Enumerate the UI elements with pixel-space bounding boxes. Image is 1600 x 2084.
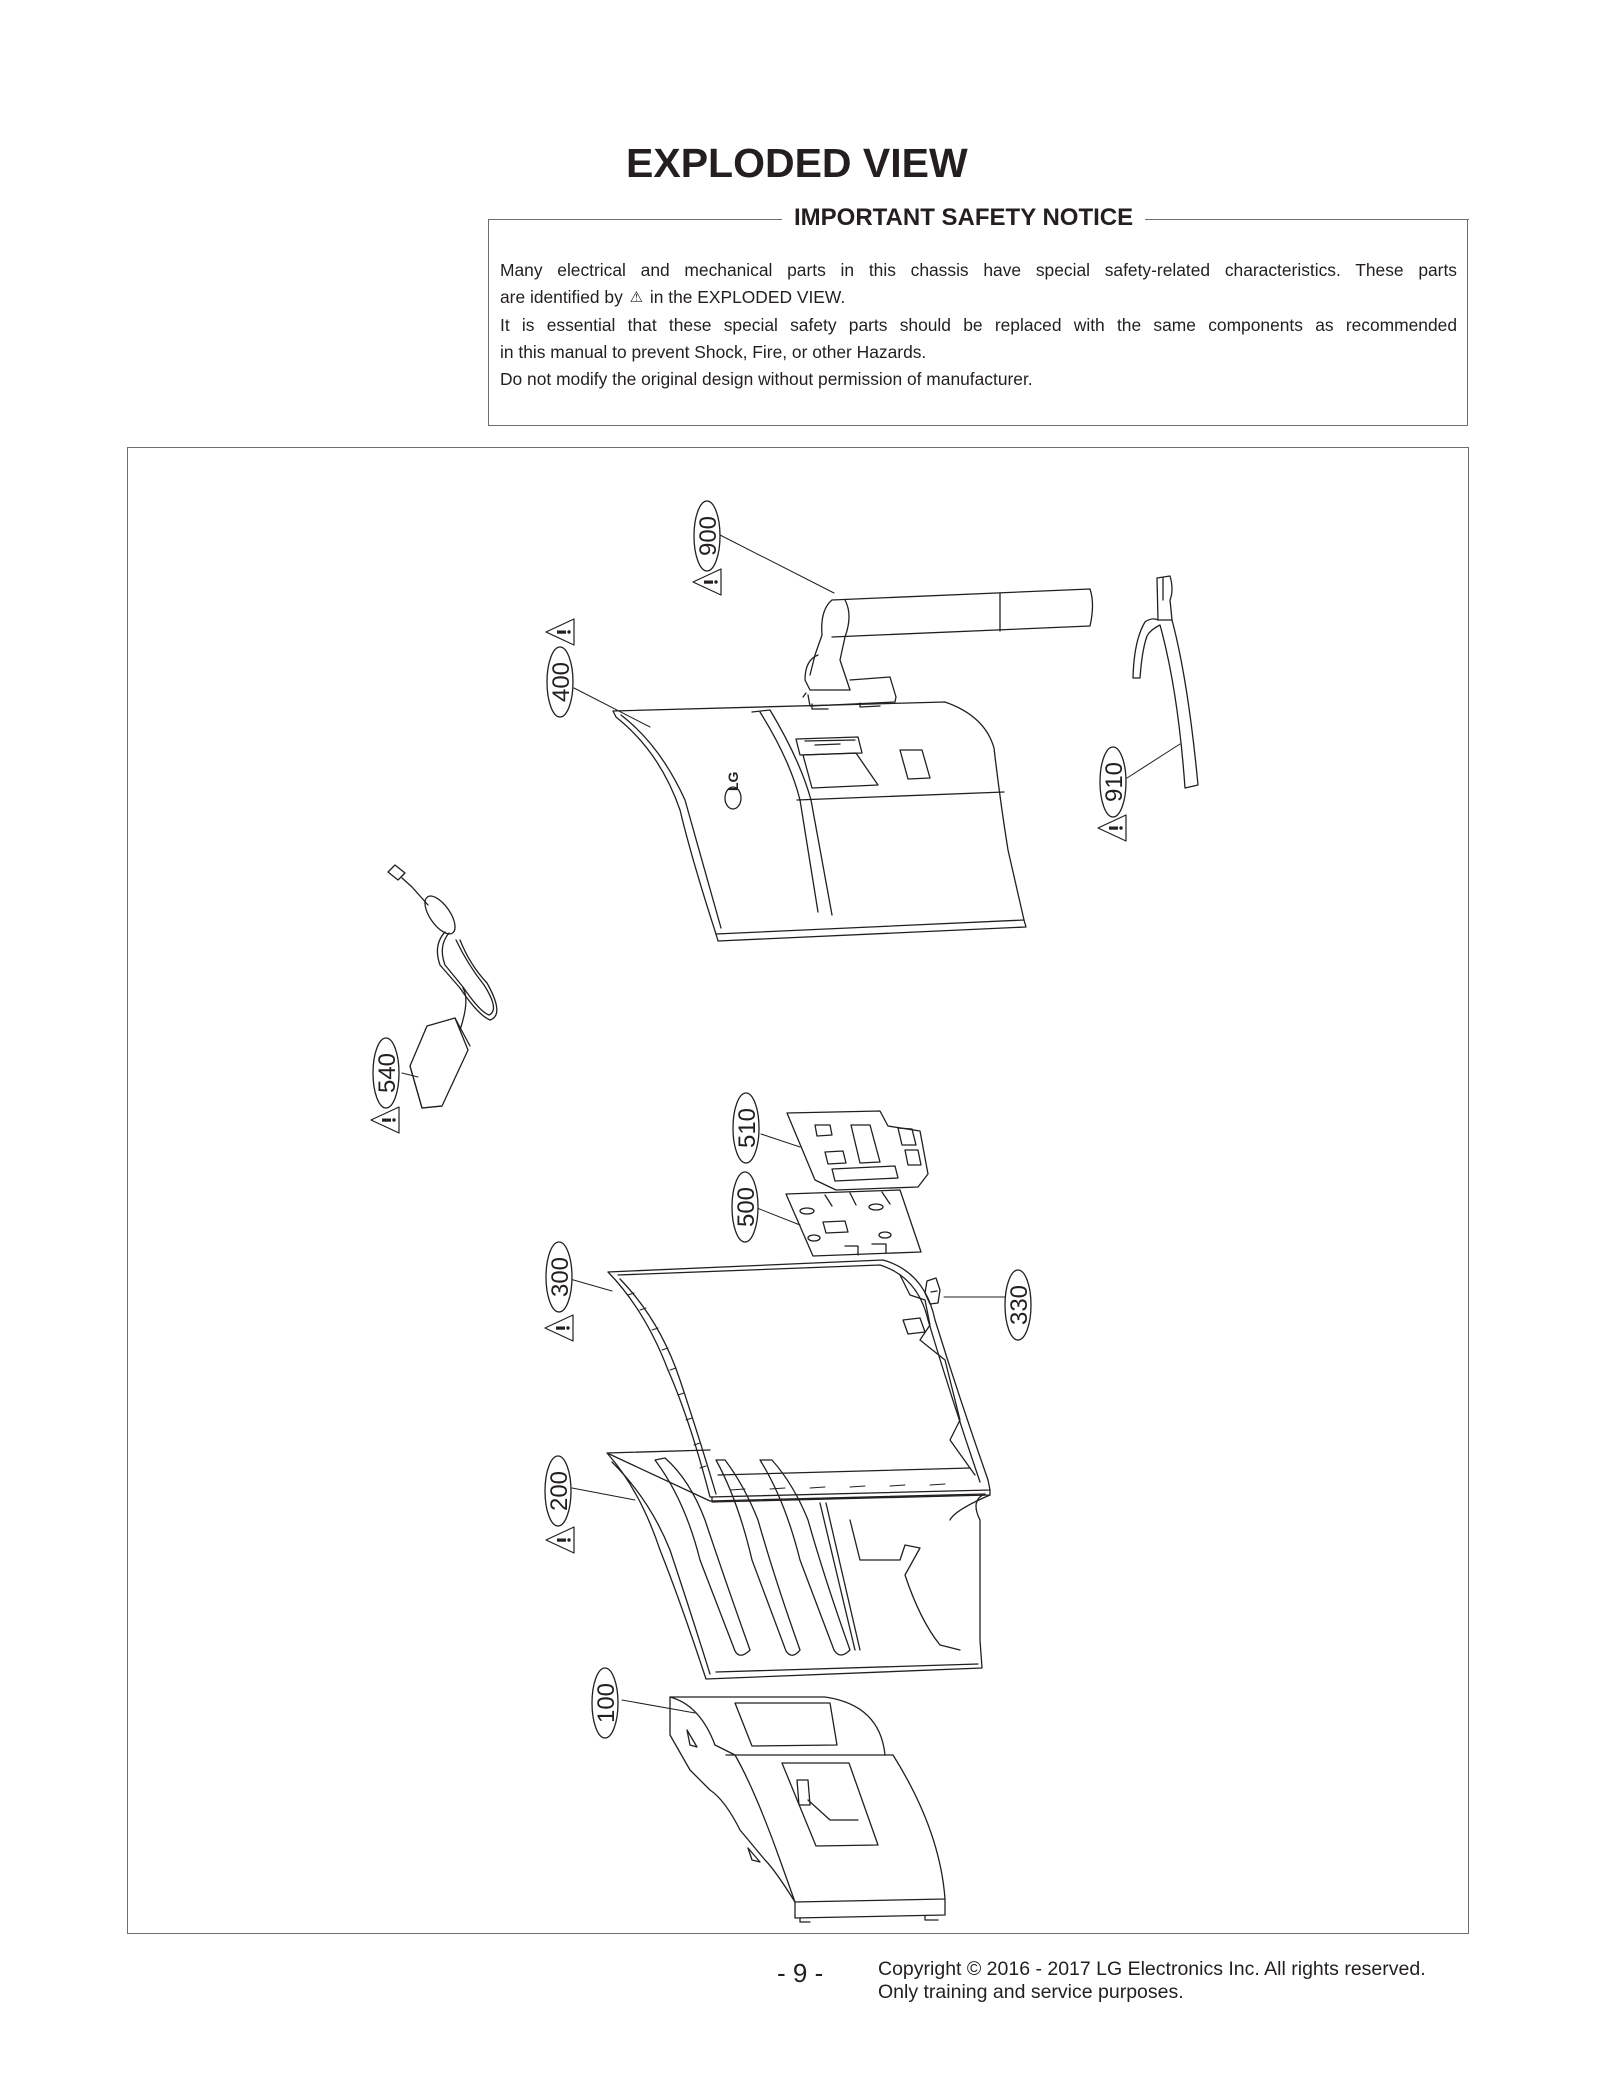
svg-text:LG: LG	[725, 771, 741, 791]
leader-lines	[570, 535, 1180, 1713]
page-number: - 9 -	[777, 1958, 824, 1988]
svg-text:540: 540	[374, 1052, 401, 1094]
callout-910	[1098, 747, 1128, 841]
safety-notice-heading: IMPORTANT SAFETY NOTICE	[782, 204, 1145, 232]
svg-text:900: 900	[695, 515, 722, 557]
svg-text:100: 100	[593, 1682, 620, 1724]
notice-line-3: It is essential that these special safety parts should be replaced with the same components as recommended	[500, 314, 1457, 335]
callout-200	[545, 1456, 574, 1553]
part-500-main-board	[786, 1190, 921, 1256]
notice-line-2-pre: are identified by	[500, 287, 623, 308]
footer-copyright-block	[878, 1958, 1426, 2004]
svg-text:200: 200	[546, 1470, 573, 1512]
callout-330	[1005, 1270, 1033, 1340]
notice-line-4: in this manual to prevent Shock, Fire, or other Hazards.	[500, 341, 927, 362]
callout-300	[545, 1242, 574, 1341]
part-910-stand-base	[1133, 576, 1198, 788]
callout-100	[592, 1668, 620, 1738]
copyright-text: Copyright © 2016 - 2017 LG Electronics Inc. All rights reserved.	[878, 1958, 1426, 1980]
lg-logo	[725, 771, 741, 809]
part-540-power-adapter	[388, 865, 497, 1108]
svg-text:510: 510	[734, 1107, 761, 1149]
part-900-stand-arm	[803, 589, 1093, 709]
callout-400	[546, 619, 575, 717]
callout-510	[733, 1093, 761, 1163]
svg-text:910: 910	[1101, 761, 1128, 803]
callout-500	[732, 1172, 760, 1242]
page-title: EXPLODED VIEW	[626, 140, 968, 186]
svg-text:500: 500	[733, 1186, 760, 1228]
part-330-button-module	[925, 1278, 940, 1304]
part-100-stand-cover	[670, 1697, 945, 1922]
notice-line-1: Many electrical and mechanical parts in this chassis have special safety-related characteristics. These parts	[500, 260, 1457, 280]
notice-line-5: Do not modify the original design without permission of manufacturer.	[500, 369, 1033, 390]
usage-note: Only training and service purposes.	[878, 1981, 1184, 2003]
callout-900	[693, 501, 722, 595]
warning-triangle-icon: ⚠	[629, 289, 644, 307]
part-510-board-bracket	[787, 1111, 928, 1190]
notice-line-2-post: in the EXPLODED VIEW.	[649, 287, 846, 308]
svg-text:400: 400	[548, 661, 575, 703]
svg-text:300: 300	[547, 1256, 574, 1298]
svg-text:330: 330	[1006, 1284, 1033, 1326]
part-400-back-cover	[613, 702, 1026, 941]
callout-540	[371, 1038, 401, 1133]
part-300-middle-frame	[608, 1260, 990, 1502]
